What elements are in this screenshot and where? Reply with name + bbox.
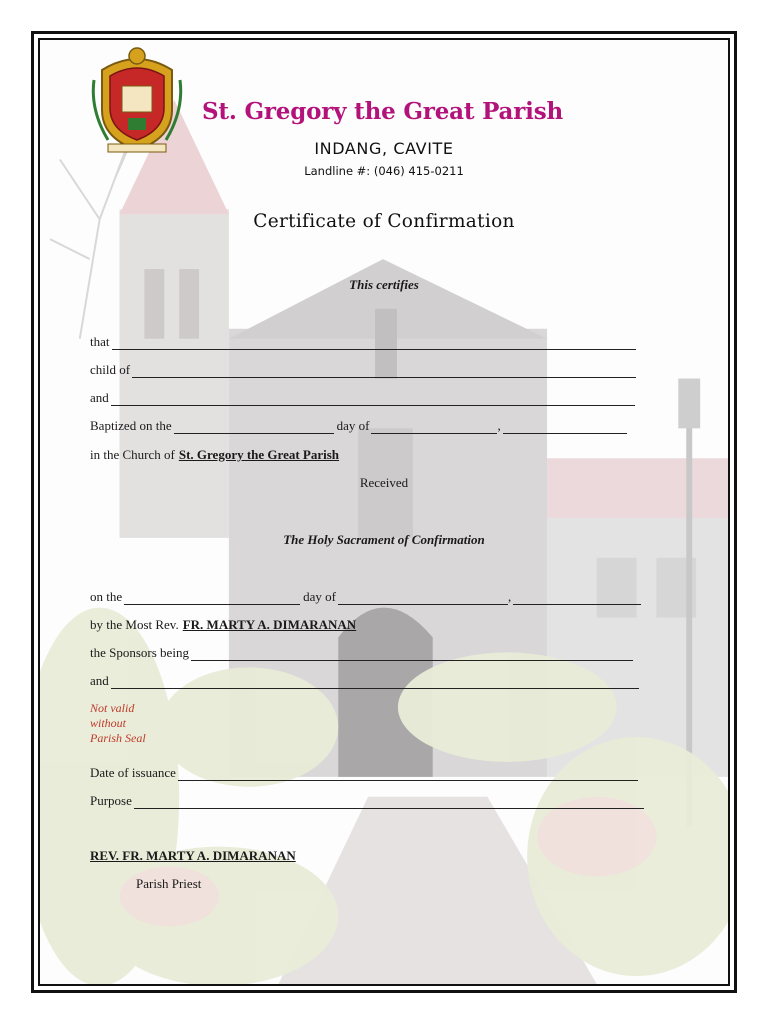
seal-note-line-2: without — [90, 716, 127, 730]
seal-note-line-3: Parish Seal — [90, 731, 146, 745]
second-parent-blank[interactable] — [111, 392, 635, 406]
field-issuance-date — [90, 765, 638, 781]
priest-title: Parish Priest — [136, 876, 202, 891]
baptism-year-blank[interactable] — [503, 420, 627, 434]
by-label: by the Most Rev. — [90, 617, 179, 632]
received-text: Received — [359, 475, 409, 490]
that-label: that — [90, 334, 110, 349]
child-of-blank[interactable] — [132, 364, 636, 378]
field-sponsors — [90, 645, 633, 661]
field-purpose — [90, 793, 644, 809]
sacrament-title: The Holy Sacrament of Confirmation — [283, 532, 485, 547]
baptism-month-blank[interactable] — [371, 420, 497, 434]
that-blank[interactable] — [112, 336, 636, 350]
church-label: in the Church of — [90, 447, 175, 462]
field-officiant — [90, 617, 356, 633]
purpose-label: Purpose — [90, 793, 132, 808]
field-parent-and — [90, 390, 635, 406]
purpose-blank[interactable] — [134, 795, 644, 809]
child-of-label: child of — [90, 362, 131, 377]
baptized-label: Baptized on the — [90, 418, 172, 433]
parish-landline: Landline #: (046) 415-0211 — [304, 164, 464, 178]
church-background-image — [40, 40, 728, 984]
field-baptized — [90, 418, 627, 434]
on-the-label: on the — [90, 589, 123, 604]
baptism-day-blank[interactable] — [174, 420, 334, 434]
confirmation-month-blank[interactable] — [338, 591, 508, 605]
confirmation-year-blank[interactable] — [513, 591, 641, 605]
certificate-page — [38, 38, 730, 986]
field-that — [90, 334, 636, 350]
day-of-label-2: day of — [303, 589, 336, 604]
sponsor-2-blank[interactable] — [111, 675, 639, 689]
seal-note-line-1: Not valid — [90, 701, 135, 715]
issuance-label: Date of issuance — [90, 765, 176, 780]
comma-separator-2: , — [508, 589, 512, 604]
certificate-title: Certificate of Confirmation — [253, 211, 515, 232]
and-label-2: and — [90, 673, 109, 688]
field-confirmation-date — [90, 589, 641, 605]
field-church — [90, 447, 339, 463]
parish-town: INDANG, CAVITE — [314, 139, 454, 158]
priest-signature-name: REV. FR. MARTY A. DIMARANAN — [90, 848, 296, 863]
officiant-name: FR. MARTY A. DIMARANAN — [182, 617, 357, 632]
parish-name: St. Gregory the Great Parish — [202, 98, 563, 125]
day-of-label: day of — [336, 418, 370, 433]
church-name: St. Gregory the Great Parish — [178, 447, 340, 462]
sponsors-label: the Sponsors being — [90, 645, 189, 660]
field-sponsors-and — [90, 673, 639, 689]
issuance-date-blank[interactable] — [178, 767, 638, 781]
this-certifies-text: This certifies — [349, 277, 419, 292]
sponsor-1-blank[interactable] — [191, 647, 633, 661]
confirmation-day-blank[interactable] — [124, 591, 300, 605]
seal-warning-note — [90, 701, 146, 746]
and-label: and — [90, 390, 109, 405]
comma-separator: , — [497, 418, 501, 433]
field-child-of — [90, 362, 636, 378]
